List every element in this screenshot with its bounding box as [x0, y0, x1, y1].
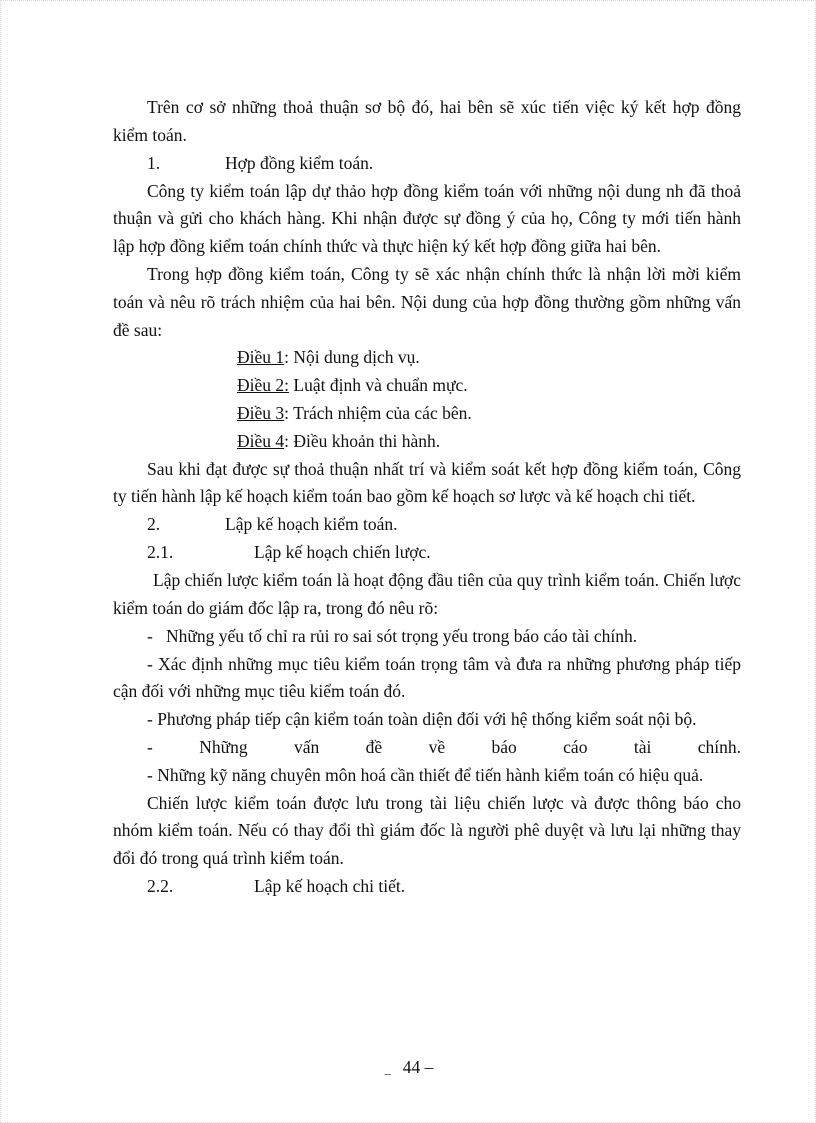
page-number: 44 – [402, 1057, 434, 1077]
paragraph-strategy-storage: Chiến lược kiểm toán được lưu trong tài liệu chiến lược và được thông báo cho nhóm kiểm toán. Nếu có thay đổi thì giám đốc là người phê duyệt và lưu lại những thay đổi đó trong quá trình kiểm toán. [113, 792, 741, 869]
paragraph-contract-content: Trong hợp đồng kiểm toán, Công ty sẽ xác nhận chính thức là nhận lời mời kiểm toán và nêu rõ trách nhiệm của hai bên. Nội dung của hợp đồng thường gồm những vấn đề sau: [113, 263, 741, 340]
article-4-label: Điều 4 [237, 430, 285, 451]
page-footer [1, 1055, 816, 1081]
heading-1-number: 1. [147, 152, 161, 173]
heading-2-2-number: 2.2. [147, 875, 174, 896]
paragraph-intro: Trên cơ sở những thoả thuận sơ bộ đó, hai bên sẽ xúc tiến việc ký kết hợp đồng kiểm toán. [113, 97, 741, 145]
article-2-text: Luật định và chuẩn mực. [289, 375, 468, 396]
heading-2 [113, 511, 741, 539]
bullet-skills: - Những kỹ năng chuyên môn hoá cần thiết để tiến hành kiểm toán có hiệu quả. [147, 764, 704, 785]
bullet-approach: - Phương pháp tiếp cận kiểm toán toàn diện đối với hệ thống kiểm soát nội bộ. [147, 709, 697, 730]
article-1 [113, 344, 741, 372]
document-body [113, 94, 741, 901]
bullet-financial-issues: - Những vấn đề về báo cáo tài chính. [147, 736, 741, 757]
heading-2-1-title: Lập kế hoạch chiến lược. [254, 542, 431, 563]
article-3 [113, 400, 741, 428]
heading-1-title: Hợp đồng kiểm toán. [225, 152, 374, 173]
heading-2-number: 2. [147, 514, 161, 535]
heading-2-title: Lập kế hoạch kiểm toán. [225, 514, 398, 535]
heading-1 [113, 150, 741, 178]
article-2-label: Điều 2: [237, 375, 290, 396]
heading-2-1-number: 2.1. [147, 542, 174, 563]
heading-2-2 [113, 873, 741, 901]
bullet-risk-factors: - Những yếu tố chỉ ra rủi ro sai sót trọng yếu trong báo cáo tài chính. [147, 625, 638, 646]
paragraph-strategy: Lập chiến lược kiểm toán là hoạt động đầu tiên của quy trình kiểm toán. Chiến lược kiểm toán do giám đốc lập ra, trong đó nêu rõ: [113, 570, 741, 618]
article-4-text: : Điều khoản thi hành. [284, 430, 441, 451]
heading-2-2-title: Lập kế hoạch chi tiết. [254, 875, 406, 896]
bullet-audit-objectives: - Xác định những mục tiêu kiểm toán trọng tâm và đưa ra những phương pháp tiếp cận đối với những mục tiêu kiểm toán đó. [113, 653, 741, 702]
paragraph-contract-draft: Công ty kiểm toán lập dự thảo hợp đồng kiểm toán với những nội dung nh đã thoả thuận và gửi cho khách hàng. Khi nhận được sự đồng ý của họ, Công ty mới tiến hành lập hợp đồng kiểm toán chính thức và thực hiện ký kết hợp đồng giữa hai bên. [113, 180, 741, 257]
article-4 [113, 428, 741, 456]
article-3-label: Điều 3 [237, 402, 285, 423]
article-1-text: : Nội dung dịch vụ. [284, 347, 420, 368]
footer-lead-mark: _ [384, 1062, 391, 1076]
article-1-label: Điều 1 [237, 347, 285, 368]
paragraph-after-agreement: Sau khi đạt được sự thoả thuận nhất trí và kiểm soát kết hợp đồng kiểm toán, Công ty tiến hành lập kế hoạch kiểm toán bao gồm kế hoạch sơ lược và kế hoạch chi tiết. [113, 458, 741, 507]
article-3-text: : Trách nhiệm của các bên. [284, 402, 472, 423]
article-2 [113, 372, 741, 400]
heading-2-1 [113, 539, 741, 567]
